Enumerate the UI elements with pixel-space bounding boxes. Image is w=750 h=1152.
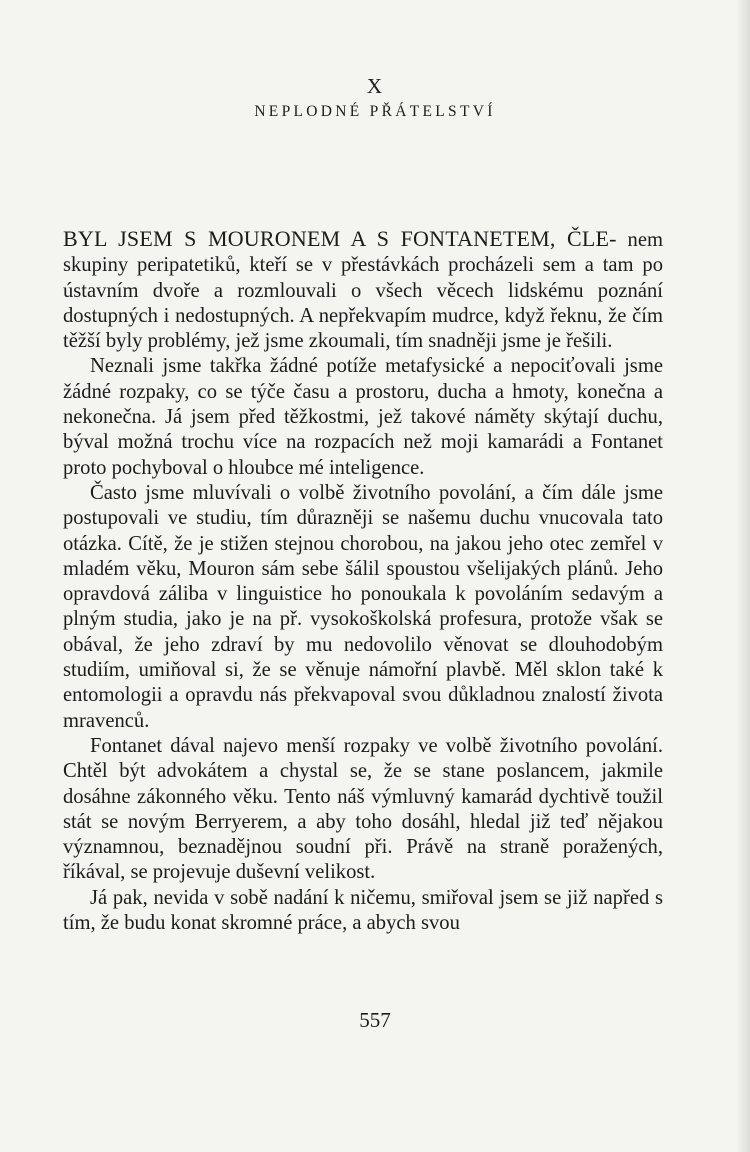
paragraph-1 [63, 226, 663, 354]
opening-words: BYL JSEM S MOURONEM A S FONTANETEM, ČLE- [63, 226, 617, 251]
paragraph-4: Fontanet dával najevo menší rozpaky ve volbě životního povolání. Chtěl být advokátem a chystal se, že se stane poslancem, jakmile dosáhne zákonného věku. Tento náš výmluvný kamarád dychtivě toužil stát se novým Berryerem, a aby toho dosáhl, hledal již teď nějakou významnou, beznadějnou soudní při. Právě na straně poražených, říkával, se projevuje duševní velikost. [63, 734, 663, 884]
chapter-title: NEPLODNÉ PŘÁTELSTVÍ [254, 103, 496, 120]
chapter-number: X [366, 74, 384, 98]
text-body [63, 226, 663, 936]
page-edge-shadow [736, 0, 750, 1152]
paragraph-5: Já pak, nevida v sobě nadání k ničemu, smiřoval jsem se již napřed s tím, že budu konat skromné práce, a abych svou [63, 886, 663, 935]
paragraph-1-text: nem skupiny peripatetiků, kteří se v přestávkách procházeli sem a tam po ústavním dvoře a rozmlouvali o všech věcech lidskému poznání dostupných i nedostupných. A nepřekvapím mudrce, když řeknu, že čím těžší byly problémy, jež jsme zkoumali, tím snadněji jsme je řešili. [63, 229, 663, 353]
page-number: 557 [359, 1008, 391, 1032]
paragraph-3: Často jsme mluvívali o volbě životního povolání, a čím dále jsme postupovali ve studiu, tím důrazněji se našemu duchu vnucovala tato otázka. Cítě, že je stižen stejnou chorobou, na jakou jeho otec zemřel v mladém věku, Mouron sám sebe šálil spoustou všelijakých plánů. Jeho opravdová záliba v linguistice ho ponoukala k povoláním sedavým a plným studia, jako je na př. vysokoškolská profesura, protože však se obával, že jeho zdraví by mu nedovolilo věnovat se dlouhodobým studiím, umiňoval si, že se věnuje námořní plavbě. Měl sklon také k entomologii a opravdu nás překvapoval svou důkladnou znalostí života mravenců. [63, 481, 663, 732]
paragraph-2: Neznali jsme takřka žádné potíže metafysické a nepociťovali jsme žádné rozpaky, co se týče času a prostoru, ducha a hmoty, konečna a nekonečna. Já jsem před těžkostmi, jež takové náměty skýtají duchu, býval možná trochu více na rozpacích než moji kamarádi a Fontanet proto pochyboval o hloubce mé inteligence. [63, 355, 663, 479]
